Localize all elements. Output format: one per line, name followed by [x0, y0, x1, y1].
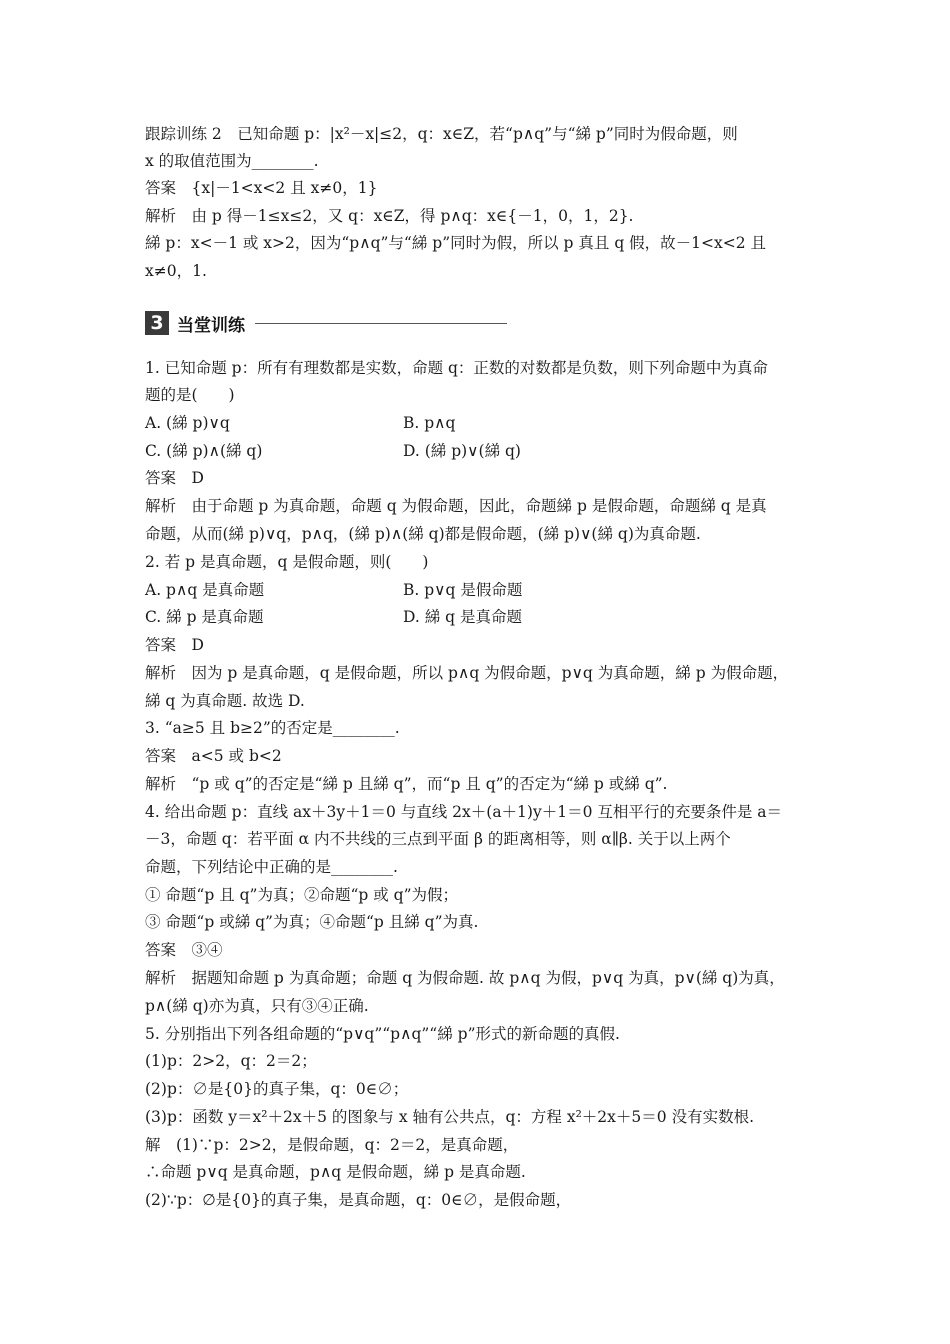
text-line: 2. 若 p 是真命题，q 是假命题，则( )	[145, 553, 429, 571]
section-header	[145, 310, 507, 336]
text-line: x 的取值范围为________.	[145, 152, 319, 170]
text-line: 綈 q 为真命题. 故选 D.	[145, 692, 305, 710]
text-line: 解析 由 p 得－1≤x≤2，又 q：x∈Z，得 p∧q：x∈{－1，0，1，2}.	[145, 207, 634, 225]
text-line: 解 (1)∵p：2>2，是假命题，q：2＝2，是真命题，	[145, 1136, 519, 1154]
text-line: ① 命题“p 且 q”为真；②命题“p 或 q”为假；	[145, 886, 459, 904]
text-line: x≠0，1.	[145, 262, 207, 280]
text-line: B. p∨q 是假命题	[403, 581, 523, 599]
text-line: 答案 D	[145, 636, 204, 654]
text-line: 5. 分别指出下列各组命题的“p∨q”“p∧q”“綈 p”形式的新命题的真假.	[145, 1025, 620, 1043]
text-line: B. p∧q	[403, 414, 456, 432]
text-line: 解析 “p 或 q”的否定是“綈 p 且綈 q”，而“p 且 q”的否定为“綈 p 或綈 q”.	[145, 775, 668, 793]
text-line: －3，命题 q：若平面 α 内不共线的三点到平面 β 的距离相等，则 α∥β. 关于以上两个	[145, 830, 731, 848]
text-line: 答案 ③④	[145, 941, 223, 959]
text-line: 解析 因为 p 是真命题，q 是假命题，所以 p∧q 为假命题，p∨q 为真命题，綈 p 为假命题，	[145, 664, 789, 682]
text-line: 4. 给出命题 p：直线 ax＋3y＋1＝0 与直线 2x＋(a＋1)y＋1＝0 互相平行的充要条件是 a＝	[145, 803, 783, 821]
text-line: (2)∵p：∅是{0}的真子集，是真命题，q：0∈∅，是假命题，	[145, 1191, 572, 1209]
text-line: 命题，下列结论中正确的是________.	[145, 858, 398, 876]
section-divider	[255, 323, 507, 324]
text-line: 题的是( )	[145, 386, 235, 404]
text-line: ∴命题 p∨q 是真命题，p∧q 是假命题，綈 p 是真命题.	[145, 1163, 526, 1181]
text-line: 1. 已知命题 p：所有有理数都是实数，命题 q：正数的对数都是负数，则下列命题中为真命	[145, 359, 768, 377]
text-line: 答案 D	[145, 469, 204, 487]
text-line: C. (綈 p)∧(綈 q)	[145, 442, 263, 460]
text-line: D. 綈 q 是真命题	[403, 608, 523, 626]
text-line: A. p∧q 是真命题	[145, 581, 265, 599]
text-line: 解析 由于命题 p 为真命题，命题 q 为假命题，因此，命题綈 p 是假命题，命题綈 q 是真	[145, 497, 767, 515]
text-line: ③ 命题“p 或綈 q”为真；④命题“p 且綈 q”为真.	[145, 913, 479, 931]
text-line: 解析 据题知命题 p 为真命题；命题 q 为假命题. 故 p∧q 为假，p∨q 为真，p∨(綈 q)为真，	[145, 969, 785, 987]
text-line: 答案 a<5 或 b<2	[145, 747, 282, 765]
text-line: A. (綈 p)∨q	[145, 414, 230, 432]
text-line: 3. “a≥5 且 b≥2”的否定是________.	[145, 719, 400, 737]
text-line: (1)p：2>2，q：2＝2；	[145, 1052, 317, 1070]
section-number-badge: 3	[145, 311, 169, 335]
text-line: 綈 p：x<－1 或 x>2，因为“p∧q”与“綈 p”同时为假，所以 p 真且 q 假，故－1<x<2 且	[145, 234, 767, 252]
text-line: p∧(綈 q)亦为真，只有③④正确.	[145, 997, 369, 1015]
text-line: (3)p：函数 y＝x²＋2x＋5 的图象与 x 轴有公共点，q：方程 x²＋2x＋5＝0 没有实数根.	[145, 1108, 754, 1126]
text-line: D. (綈 p)∨(綈 q)	[403, 442, 521, 460]
section-title: 当堂训练	[177, 315, 245, 336]
text-line: 命题，从而(綈 p)∨q，p∧q，(綈 p)∧(綈 q)都是假命题，(綈 p)∨(綈 q)为真命题.	[145, 525, 701, 543]
text-line: (2)p：∅是{0}的真子集，q：0∈∅；	[145, 1080, 409, 1098]
text-line: 答案 {x|－1<x<2 且 x≠0，1}	[145, 179, 378, 197]
text-line: C. 綈 p 是真命题	[145, 608, 264, 626]
text-line: 跟踪训练 2 已知命题 p：|x²－x|≤2，q：x∈Z，若“p∧q”与“綈 p”同时为假命题，则	[145, 125, 738, 143]
